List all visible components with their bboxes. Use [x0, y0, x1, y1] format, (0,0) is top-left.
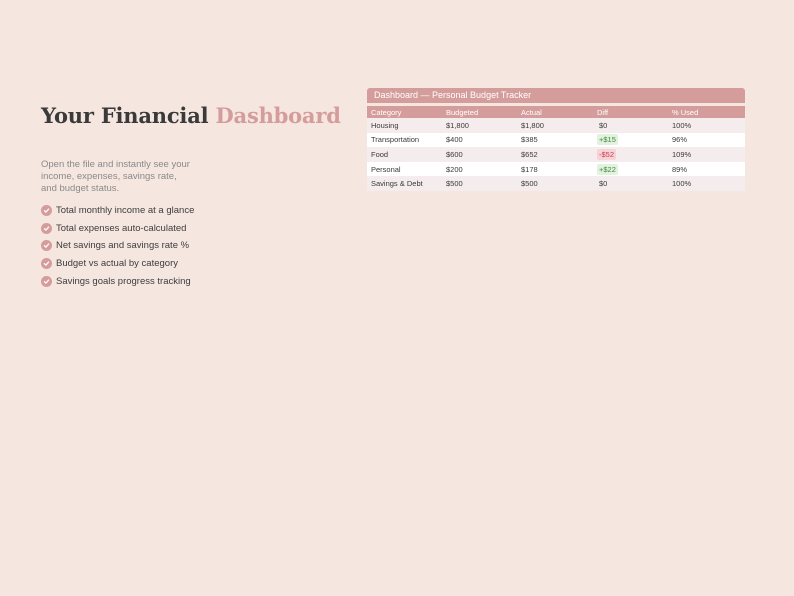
column-header-budgeted: Budgeted: [442, 106, 517, 118]
table-header-row: [367, 106, 745, 118]
cell-budgeted: $400: [442, 133, 517, 148]
feature-label: Budget vs actual by category: [56, 258, 178, 270]
check-circle-icon: [41, 223, 52, 234]
check-circle-icon: [41, 240, 52, 251]
cell-budgeted: $600: [442, 147, 517, 162]
check-circle-icon: [41, 205, 52, 216]
intro-description: Open the file and instantly see your income, expenses, savings rate, and budget status.: [41, 159, 190, 194]
dashboard-header: Dashboard — Personal Budget Tracker: [367, 88, 745, 103]
cell-budgeted: $1,800: [442, 118, 517, 133]
cell-actual: $652: [517, 147, 593, 162]
feature-label: Total monthly income at a glance: [56, 205, 195, 217]
cell-budgeted: $500: [442, 176, 517, 191]
table-row: [367, 118, 745, 133]
cell-category: Personal: [367, 162, 442, 177]
cell-actual: $178: [517, 162, 593, 177]
budget-table: [367, 106, 745, 191]
cell-diff: [593, 176, 668, 191]
cell-category: Housing: [367, 118, 442, 133]
column-header-diff: Diff: [593, 106, 668, 118]
feature-item: [41, 220, 194, 238]
cell-used: 100%: [668, 176, 745, 191]
cell-diff: [593, 162, 668, 177]
page-title: [41, 100, 341, 132]
feature-item: [41, 202, 194, 220]
cell-category: Transportation: [367, 133, 442, 148]
title-accent: Dashboard: [215, 103, 341, 128]
dashboard-card: [367, 88, 745, 191]
cell-diff: [593, 118, 668, 133]
cell-used: 100%: [668, 118, 745, 133]
title-main: Your Financial: [41, 103, 209, 128]
table-row: [367, 162, 745, 177]
cell-actual: $500: [517, 176, 593, 191]
column-header-actual: Actual: [517, 106, 593, 118]
diff-badge-positive: +$22: [599, 164, 616, 174]
cell-used: 109%: [668, 147, 745, 162]
diff-badge-negative: -$52: [599, 149, 615, 159]
cell-budgeted: $200: [442, 162, 517, 177]
feature-item: [41, 272, 194, 290]
cell-diff: [593, 133, 668, 148]
feature-list: [41, 202, 194, 290]
column-header-used: % Used: [668, 106, 745, 118]
cell-actual: $385: [517, 133, 593, 148]
check-circle-icon: [41, 276, 52, 287]
diff-value: $0: [599, 179, 608, 189]
diff-value: $0: [599, 120, 608, 130]
diff-badge-positive: +$15: [599, 135, 616, 145]
feature-item: [41, 255, 194, 273]
feature-item: [41, 237, 194, 255]
feature-label: Savings goals progress tracking: [56, 275, 191, 287]
cell-category: Food: [367, 147, 442, 162]
cell-actual: $1,800: [517, 118, 593, 133]
column-header-category: Category: [367, 106, 442, 118]
feature-label: Total expenses auto-calculated: [56, 222, 187, 234]
cell-used: 89%: [668, 162, 745, 177]
check-circle-icon: [41, 258, 52, 269]
cell-used: 96%: [668, 133, 745, 148]
cell-category: Savings & Debt: [367, 176, 442, 191]
table-row: [367, 147, 745, 162]
feature-label: Net savings and savings rate %: [56, 240, 190, 252]
table-row: [367, 133, 745, 148]
table-row: [367, 176, 745, 191]
cell-diff: [593, 147, 668, 162]
